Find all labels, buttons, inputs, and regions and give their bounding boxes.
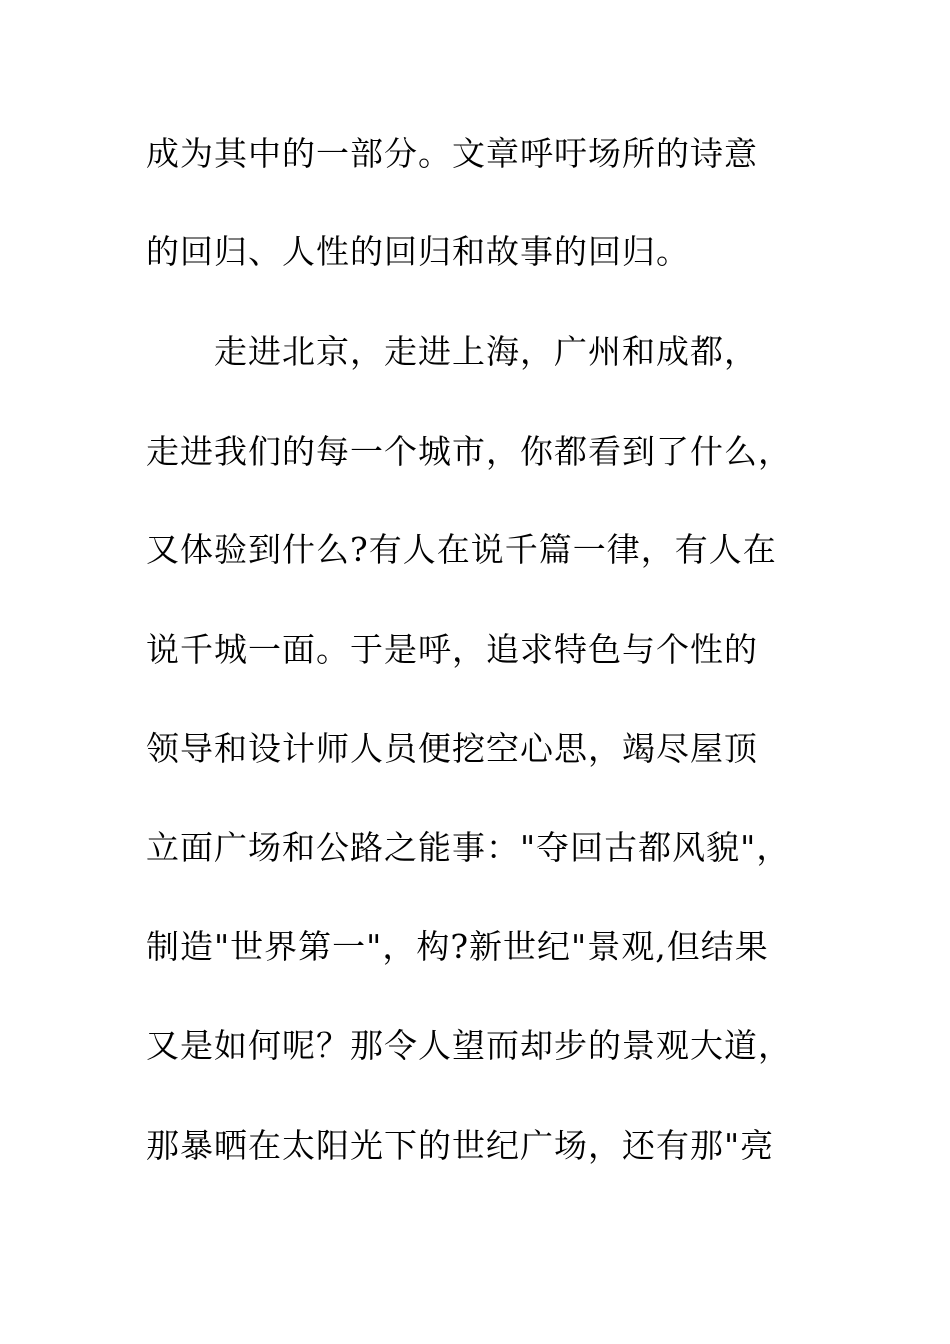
text-line-10: 又是如何呢？那令人望而却步的景观大道， [146,1026,792,1065]
text-line-7: 领导和设计师人员便挖空心思，竭尽屋顶 [146,729,758,768]
text-line-2: 的回归、人性的回归和故事的回归。 [146,232,690,271]
text-line-11: 那暴晒在太阳光下的世纪广场，还有那"亮 [146,1126,775,1165]
text-line-9: 制造"世界第一"，构?新世纪"景观,但结果 [146,927,769,966]
text-line-4: 走进我们的每一个城市，你都看到了什么， [146,432,792,471]
text-line-6: 说千城一面。于是呼，追求特色与个性的 [146,630,758,669]
text-line-5: 又体验到什么?有人在说千篇一律，有人在 [146,530,777,569]
text-line-1: 成为其中的一部分。文章呼吁场所的诗意 [146,134,758,173]
text-line-8: 立面广场和公路之能事："夺回古都风貌"， [146,828,791,867]
text-line-3: 走进北京，走进上海，广州和成都， [214,332,758,371]
